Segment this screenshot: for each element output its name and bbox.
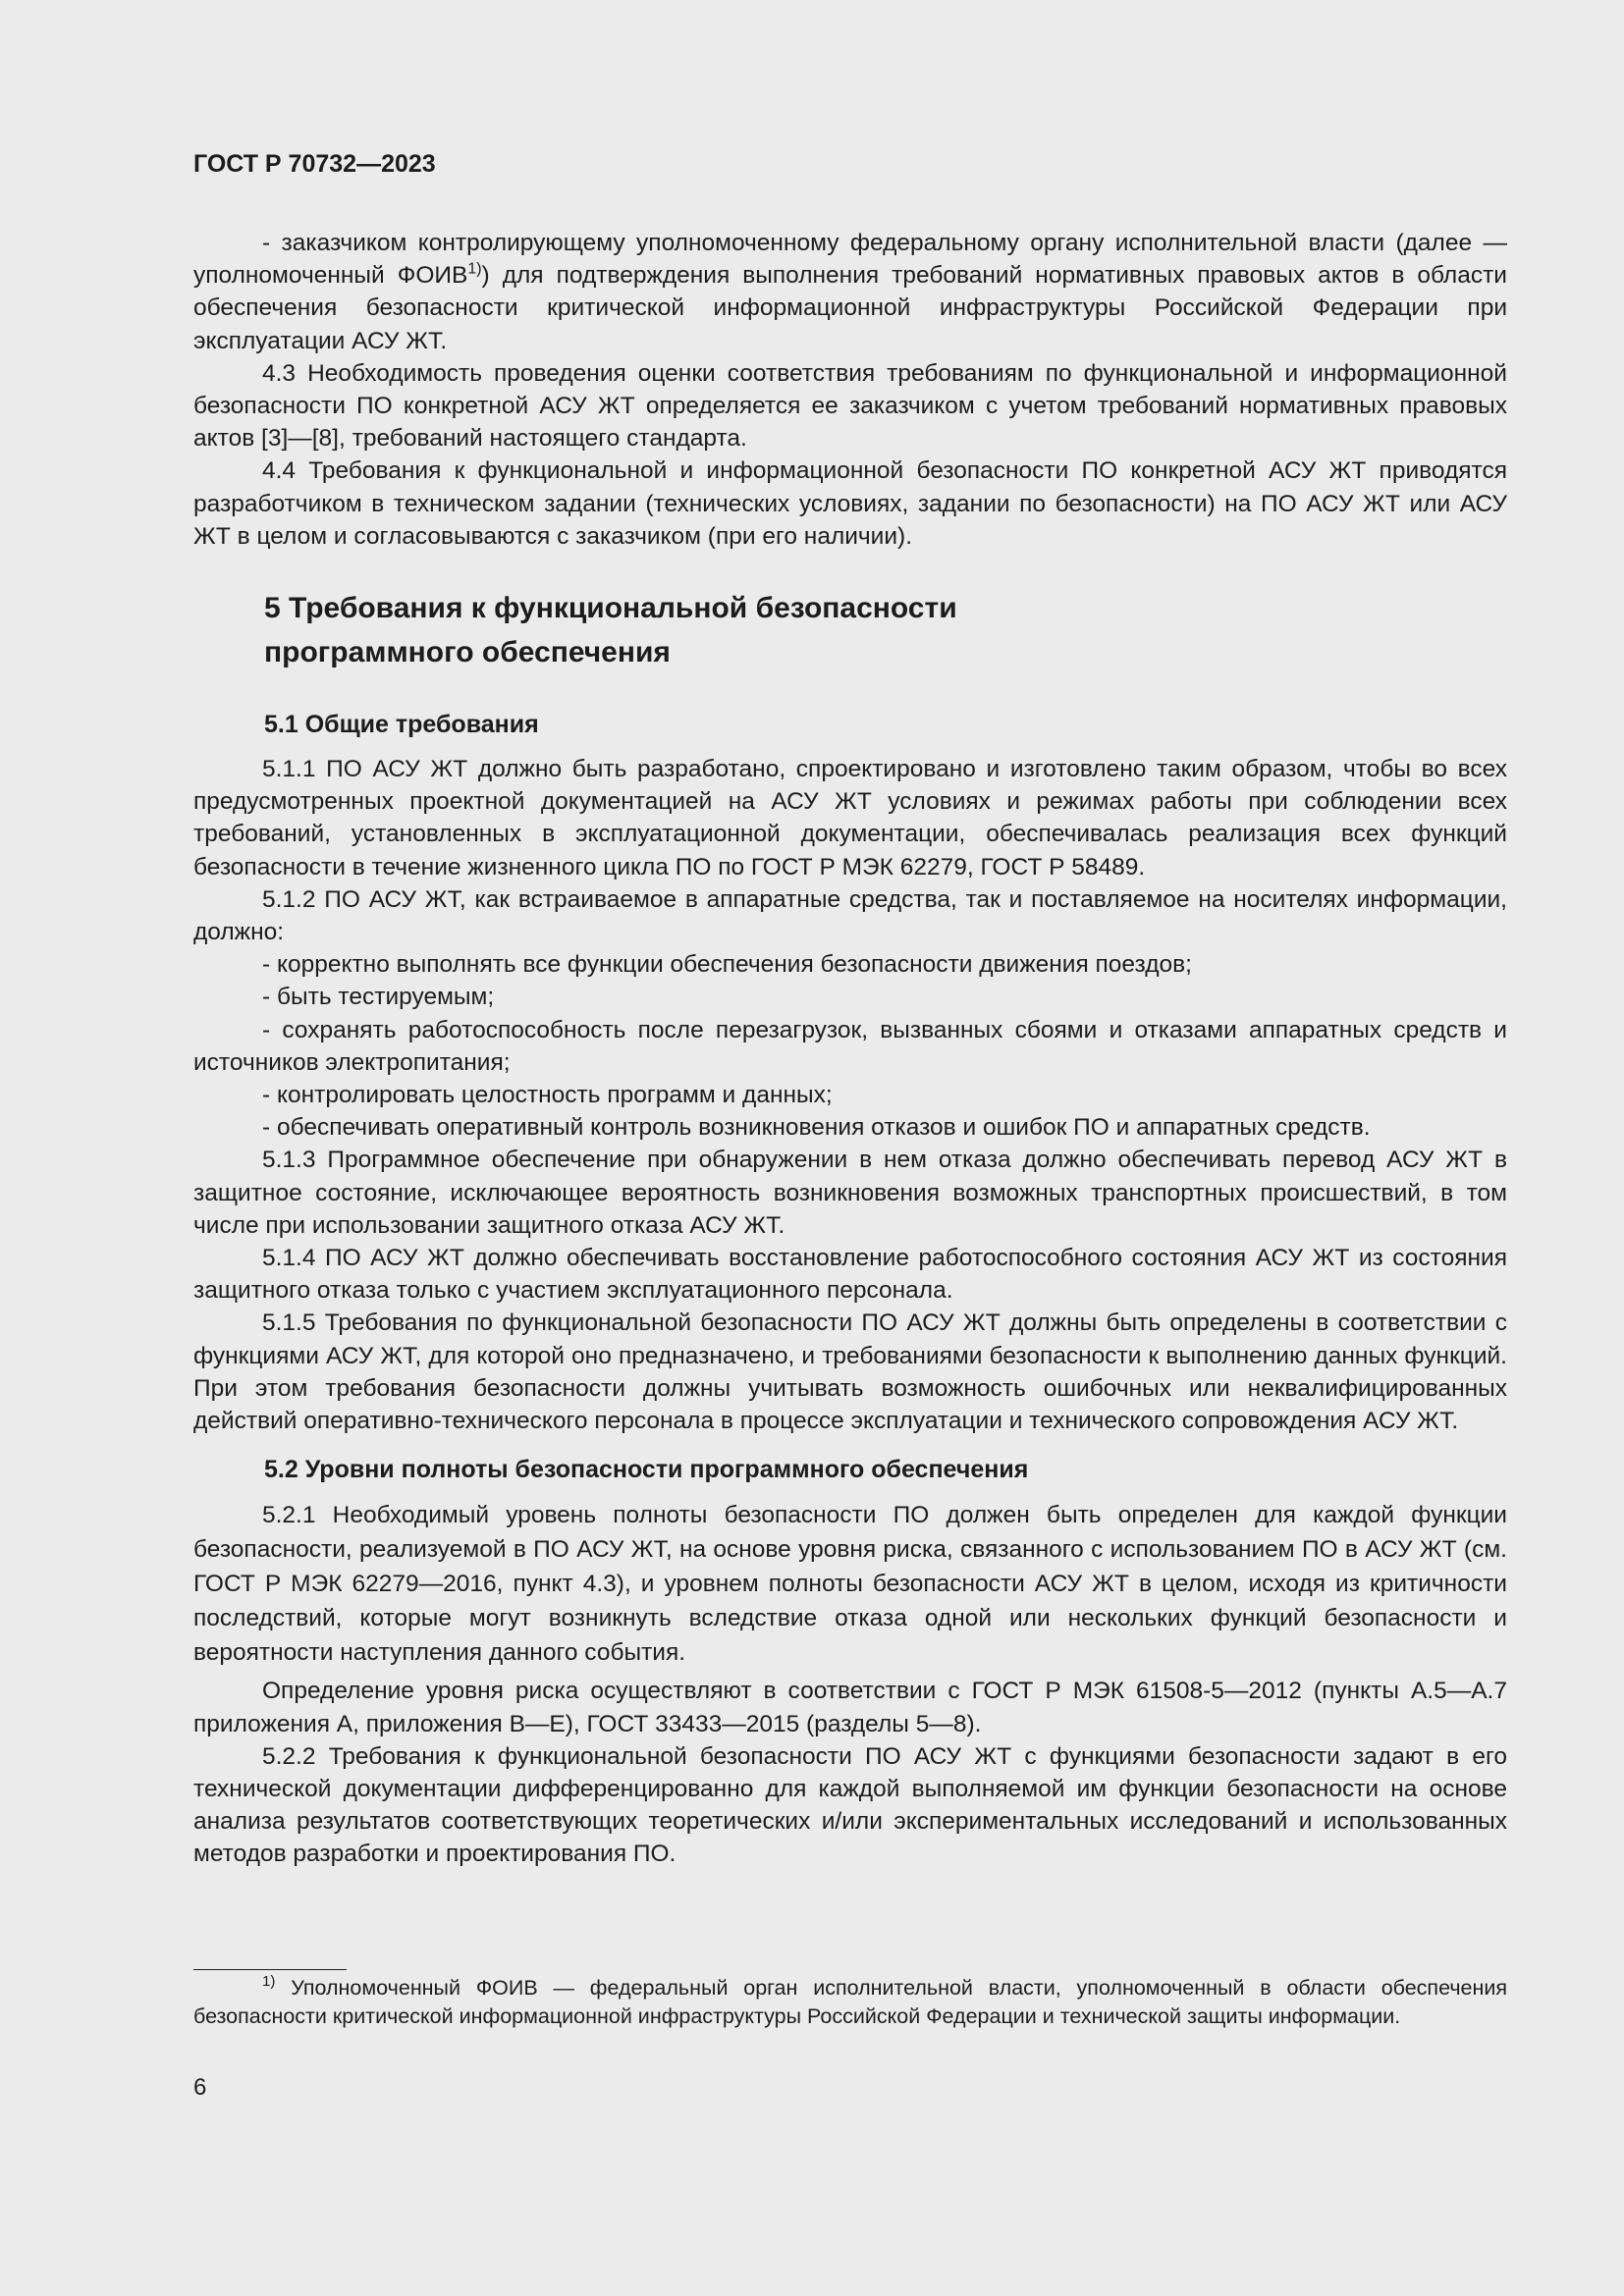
paragraph-risk-level: Определение уровня риска осуществляют в соответствии с ГОСТ Р МЭК 61508-5—2012 (пункты А.5—А.7 приложения А, приложения В—Е), ГОСТ 33433—2015 (разделы 5—8). bbox=[193, 1678, 1507, 1737]
footnote-marker: 1) bbox=[262, 1972, 276, 1990]
subsection-5-2-title: 5.2 Уровни полноты безопасности программного обеспечения bbox=[264, 1456, 1029, 1484]
list-item: - обеспечивать оперативный контроль возникновения отказов и ошибок ПО и аппаратных средств. bbox=[262, 1114, 1371, 1142]
footnote-ref[interactable]: 1) bbox=[467, 260, 482, 278]
paragraph-4-3: 4.3 Необходимость проведения оценки соответствия требованиям по функциональной и информационной безопасности ПО конкретной АСУ ЖТ определяется ее заказчиком с учетом требований нормативных правовых актов [3]—[8], требований настоящего стандарта. bbox=[193, 359, 1507, 453]
page-number: 6 bbox=[193, 2074, 207, 2101]
page-body bbox=[193, 227, 1507, 1871]
paragraph-5-2-1: 5.2.1 Необходимый уровень полноты безопасности ПО должен быть определен для каждой функции безопасности, реализуемой в ПО АСУ ЖТ, на основе уровня риска, связанного с использованием ПО в АСУ ЖТ (см. ГОСТ Р МЭК 62279—2016, пункт 4.3), и уровнем полноты безопасности АСУ ЖТ в целом, исходя из критичности последствий, которые могут возникнуть вследствие отказа одной или нескольких функций безопасности и вероятности наступления данного события. bbox=[193, 1502, 1507, 1667]
subsection-5-1-title: 5.1 Общие требования bbox=[264, 711, 539, 739]
paragraph-5-1-2: 5.1.2 ПО АСУ ЖТ, как встраиваемое в аппаратные средства, так и поставляемое на носителях информации, должно: bbox=[193, 885, 1507, 946]
paragraph-5-2-2: 5.2.2 Требования к функциональной безопасности ПО АСУ ЖТ с функциями безопасности задают в его технической документации дифференцированно для каждой выполняемой им функции безопасности на основе анализа результатов соответствующих теоретических и/или экспериментальных исследований и использованных методов разработки и проектирования ПО. bbox=[193, 1742, 1507, 1868]
standard-code-header: ГОСТ Р 70732—2023 bbox=[193, 150, 436, 178]
paragraph-5-1-5: 5.1.5 Требования по функциональной безопасности ПО АСУ ЖТ должны быть определены в соответствии с функциями АСУ ЖТ, для которой оно предназначено, и требованиями безопасности к выполнению данных функций. При этом требования безопасности должны учитывать возможность ошибочных или неквалифицированных действий оперативно-технического персонала в процессе эксплуатации и технического сопровождения АСУ ЖТ. bbox=[193, 1309, 1507, 1435]
list-item: - сохранять работоспособность после перезагрузок, вызванных сбоями и отказами аппаратных средств и источников электропитания; bbox=[193, 1016, 1507, 1076]
paragraph-5-1-1: 5.1.1 ПО АСУ ЖТ должно быть разработано, спроектировано и изготовлено таким образом, чтобы во всех предусмотренных проектной документацией на АСУ ЖТ условиях и режимах работы при соблюдении всех требований, установленных в эксплуатационной документации, обеспечивалась реализация всех функций безопасности в течение жизненного цикла ПО по ГОСТ Р МЭК 62279, ГОСТ Р 58489. bbox=[193, 756, 1507, 881]
list-item: - контролировать целостность программ и данных; bbox=[262, 1082, 833, 1109]
footnote-divider bbox=[193, 1969, 347, 1970]
list-item: - быть тестируемым; bbox=[262, 984, 495, 1011]
section-5-title: 5 Требования к функциональной безопасности программного обеспечения bbox=[264, 592, 957, 669]
footnote: $^{1)}$ Уполномоченный ФОИВ — федеральный орган исполнительной власти, уполномоченный в области обеспечения безопасности критической информационной инфраструктуры Российской Федерации и технической защиты информации. bbox=[193, 1972, 1507, 2028]
paragraph-4-4: 4.4 Требования к функциональной и информационной безопасности ПО конкретной АСУ ЖТ приводятся разработчиком в техническом задании (технических условиях, задании по безопасности) на ПО АСУ ЖТ или АСУ ЖТ в целом и согласовываются с заказчиком (при его наличии). bbox=[193, 457, 1507, 550]
paragraph-customer-foiv: - заказчиком контролирующему уполномоченному федеральному органу исполнительной власти (далее — уполномоченный ФОИВ$^{1)}$) для подтверждения выполнения требований нормативных правовых актов в области обеспечения безопасности критической информационной инфраструктуры Российской Федерации при эксплуатации АСУ ЖТ. bbox=[193, 230, 1507, 354]
paragraph-5-1-4: 5.1.4 ПО АСУ ЖТ должно обеспечивать восстановление работоспособного состояния АСУ ЖТ из состояния защитного отказа только с участием эксплуатационного персонала. bbox=[193, 1245, 1507, 1305]
list-item: - корректно выполнять все функции обеспечения безопасности движения поездов; bbox=[262, 951, 1192, 979]
paragraph-5-1-3: 5.1.3 Программное обеспечение при обнаружении в нем отказа должно обеспечивать перевод АСУ ЖТ в защитное состояние, исключающее вероятность возникновения возможных транспортных происшествий, в том числе при использовании защитного отказа АСУ ЖТ. bbox=[193, 1147, 1507, 1239]
